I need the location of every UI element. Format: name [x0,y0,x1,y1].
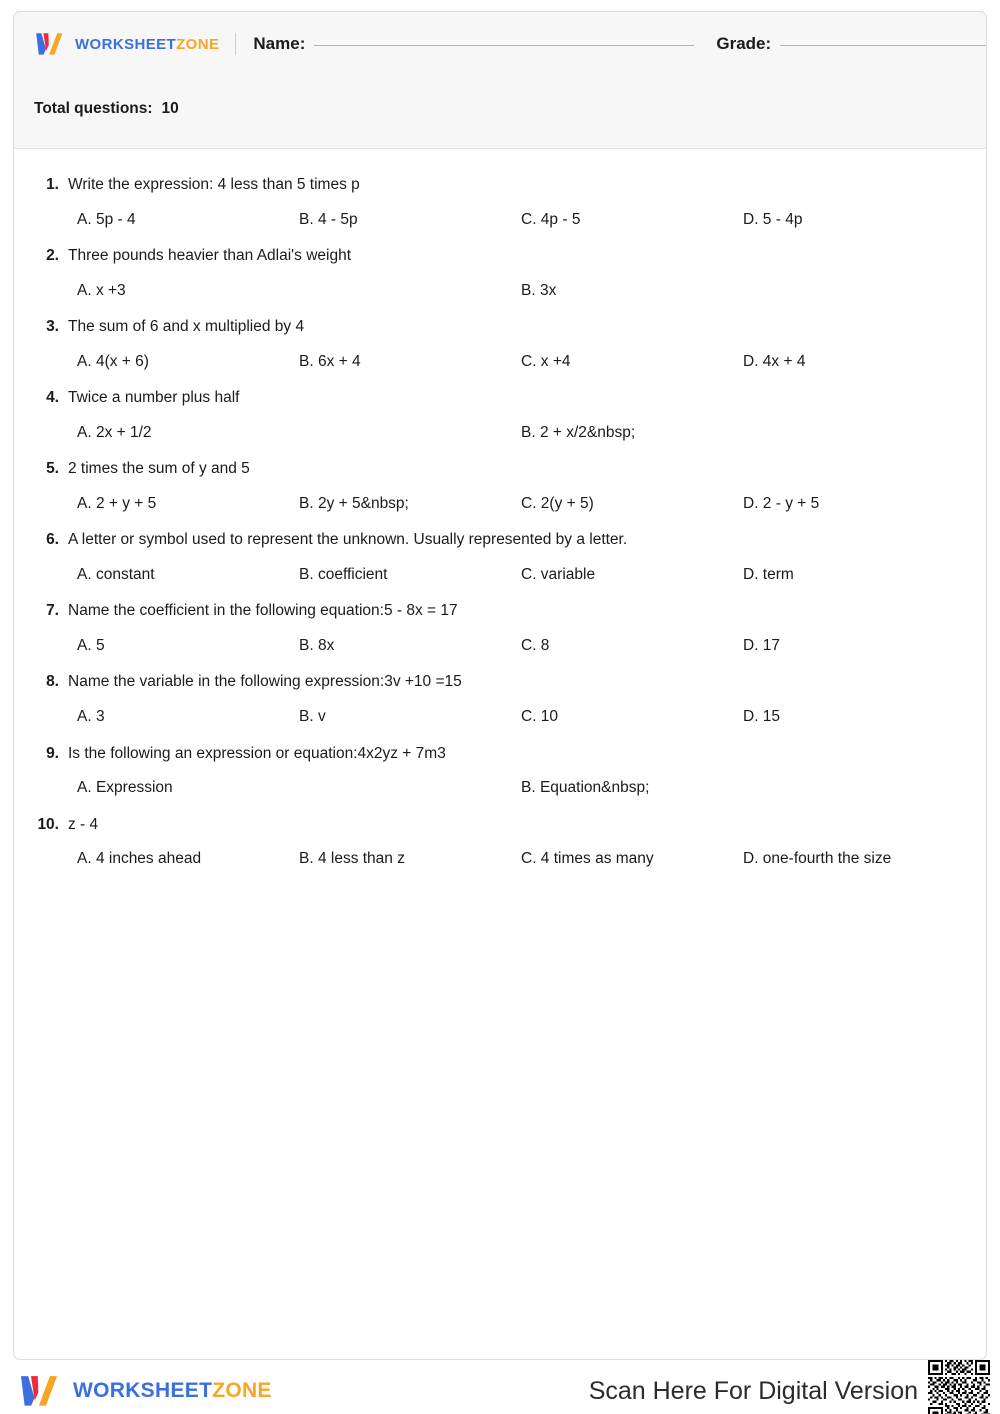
question-head [34,175,966,196]
question-text: A letter or symbol used to represent the unknown. Usually represented by a letter. [68,531,628,549]
answer-option[interactable]: A. 3 [77,708,105,726]
answer-option[interactable]: B. 3x [521,281,557,299]
question-options [34,210,966,230]
question-item [34,601,966,656]
answer-option[interactable]: B. v [299,708,326,726]
total-questions-row [14,100,986,118]
header-row [14,12,986,76]
answer-option[interactable]: B. 8x [299,637,335,655]
worksheet-header [14,12,986,149]
answer-option[interactable]: A. 4(x + 6) [77,353,149,371]
grade-field[interactable] [716,34,987,54]
answer-option[interactable]: C. x +4 [521,353,571,371]
question-text: 2 times the sum of y and 5 [68,460,250,478]
answer-option[interactable]: D. 15 [743,708,781,726]
question-options [34,281,966,301]
question-item [34,744,966,799]
answer-option[interactable]: A. 2x + 1/2 [77,424,152,442]
question-options [34,778,966,798]
questions-list [14,149,986,870]
question-head [34,672,966,693]
header-logo-text [75,36,219,53]
question-options [34,707,966,727]
answer-option[interactable]: B. 2y + 5&nbsp; [299,495,409,513]
question-number: 2. [46,247,59,265]
question-number: 5. [46,460,59,478]
question-number: 10. [37,815,59,833]
name-field[interactable] [253,34,694,54]
question-head [34,815,966,836]
worksheet-zone-logo-icon [18,1373,62,1409]
question-head [34,744,966,765]
answer-option[interactable]: C. 10 [521,708,559,726]
question-text: Twice a number plus half [68,389,240,407]
question-item [34,317,966,372]
question-head [34,317,966,338]
question-head [34,459,966,480]
question-item [34,672,966,727]
question-head [34,388,966,409]
question-text: z - 4 [68,815,99,833]
question-item [34,175,966,230]
scan-here-text: Scan Here For Digital Version [588,1376,918,1405]
answer-option[interactable]: C. variable [521,566,596,584]
worksheet-card [13,11,987,1360]
question-options [34,636,966,656]
question-item [34,388,966,443]
question-head [34,601,966,622]
footer-logo [18,1373,272,1409]
answer-option[interactable]: B. 4 - 5p [299,210,358,228]
answer-option[interactable]: C. 4 times as many [521,850,654,868]
header-divider [235,33,236,55]
question-head [34,246,966,267]
question-options [34,849,966,869]
answer-option[interactable]: C. 2(y + 5) [521,495,594,513]
logo-text-worksheet: WORKSHEET [75,35,177,53]
answer-option[interactable]: B. 4 less than z [299,850,405,868]
grade-label: Grade: [716,34,772,53]
question-text: The sum of 6 and x multiplied by 4 [68,318,305,336]
question-item [34,246,966,301]
question-number: 3. [46,318,59,336]
answer-option[interactable]: C. 4p - 5 [521,210,581,228]
question-options [34,494,966,514]
question-text: Write the expression: 4 less than 5 times p [68,176,360,193]
question-item [34,530,966,585]
grade-write-line[interactable] [780,45,987,46]
answer-option[interactable]: D. one-fourth the size [743,850,892,868]
answer-option[interactable]: D. 17 [743,637,781,655]
footer-logo-text [73,1379,272,1403]
question-number: 1. [46,176,59,193]
answer-option[interactable]: A. x +3 [77,281,126,299]
total-questions-value: 10 [161,100,179,117]
question-text: Three pounds heavier than Adlai's weight [68,247,352,265]
header-logo [34,31,219,57]
answer-option[interactable]: A. Expression [77,779,173,797]
answer-option[interactable]: D. 4x + 4 [743,353,806,371]
question-text: Name the coefficient in the following equation:5 - 8x = 17 [68,602,458,620]
answer-option[interactable]: A. 2 + y + 5 [77,495,157,513]
answer-option[interactable]: A. 4 inches ahead [77,850,202,868]
answer-option[interactable]: A. 5p - 4 [77,210,136,228]
footer-logo-text-zone: ZONE [212,1379,272,1402]
question-number: 8. [46,673,59,691]
name-write-line[interactable] [314,45,694,46]
question-number: 6. [46,531,59,549]
question-item [34,815,966,870]
question-options [34,352,966,372]
question-number: 4. [46,389,59,407]
answer-option[interactable]: A. constant [77,566,155,584]
worksheet-zone-logo-icon [34,31,66,57]
answer-option[interactable]: D. 2 - y + 5 [743,495,820,513]
answer-option[interactable]: B. coefficient [299,566,388,584]
worksheet-footer [0,1368,1000,1414]
question-head [34,530,966,551]
question-text: Is the following an expression or equation:4x2yz + 7m3 [68,744,446,762]
name-label: Name: [253,34,306,53]
footer-logo-text-worksheet: WORKSHEET [73,1379,213,1402]
answer-option[interactable]: D. term [743,566,794,584]
qr-code-icon[interactable] [928,1360,990,1414]
logo-text-zone: ZONE [176,35,220,53]
question-item [34,459,966,514]
question-options [34,423,966,443]
answer-option[interactable]: D. 5 - 4p [743,210,803,228]
question-text: Name the variable in the following expression:3v +10 =15 [68,673,462,691]
answer-option[interactable]: B. 2 + x/2&nbsp; [521,424,636,442]
answer-option[interactable]: B. Equation&nbsp; [521,779,650,797]
answer-option[interactable]: C. 8 [521,637,550,655]
answer-option[interactable]: A. 5 [77,637,105,655]
question-options [34,565,966,585]
answer-option[interactable]: B. 6x + 4 [299,353,361,371]
question-number: 7. [46,602,59,620]
total-questions-label: Total questions: [34,100,153,117]
question-number: 9. [46,744,59,762]
